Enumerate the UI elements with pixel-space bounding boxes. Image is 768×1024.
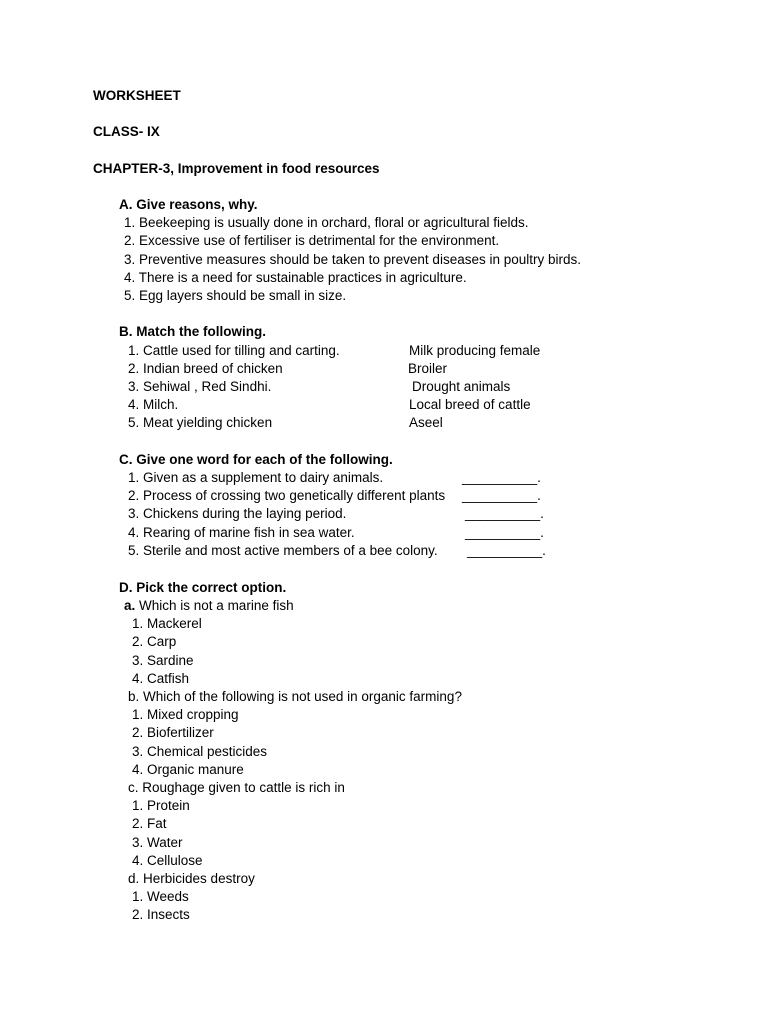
mcq-question-d bbox=[128, 871, 255, 887]
question-text: Roughage given to cattle is rich in bbox=[142, 780, 345, 795]
mcq-option: 1. Weeds bbox=[132, 889, 189, 904]
section-a-heading: A. Give reasons, why. bbox=[119, 197, 258, 212]
mcq-option: 1. Protein bbox=[132, 798, 190, 813]
one-word-item: 3. Chickens during the laying period. bbox=[128, 506, 347, 521]
section-b-heading: B. Match the following. bbox=[119, 324, 266, 339]
section-d-heading: D. Pick the correct option. bbox=[119, 580, 287, 595]
question-letter: c. bbox=[128, 780, 139, 795]
question-text: Which is not a marine fish bbox=[139, 598, 294, 613]
match-right-item: Local breed of cattle bbox=[409, 397, 531, 412]
match-left-item: 3. Sehiwal , Red Sindhi. bbox=[128, 379, 272, 394]
mcq-option: 2. Insects bbox=[132, 907, 190, 922]
mcq-option: 1. Mackerel bbox=[132, 616, 202, 631]
class-label: CLASS- IX bbox=[93, 124, 160, 139]
question-letter: b. bbox=[128, 689, 140, 704]
match-left-item: 1. Cattle used for tilling and carting. bbox=[128, 343, 340, 358]
mcq-question-c bbox=[128, 780, 345, 796]
match-left-item: 2. Indian breed of chicken bbox=[128, 361, 283, 376]
match-right-item: Drought animals bbox=[412, 379, 511, 394]
answer-blank: __________. bbox=[462, 470, 541, 485]
mcq-option: 2. Fat bbox=[132, 816, 167, 831]
mcq-option: 3. Sardine bbox=[132, 653, 194, 668]
question-letter: a. bbox=[124, 598, 136, 613]
mcq-option: 3. Chemical pesticides bbox=[132, 744, 268, 759]
mcq-question-a bbox=[124, 598, 294, 614]
one-word-item: 4. Rearing of marine fish in sea water. bbox=[128, 525, 355, 540]
answer-blank: __________. bbox=[462, 488, 541, 503]
section-a-item: 1. Beekeeping is usually done in orchard, floral or agricultural fields. bbox=[124, 215, 529, 230]
section-a-item: 2. Excessive use of fertiliser is detrimental for the environment. bbox=[124, 233, 500, 248]
chapter-title: CHAPTER-3, Improvement in food resources bbox=[93, 161, 380, 176]
one-word-item: 2. Process of crossing two genetically different plants bbox=[128, 488, 446, 503]
mcq-option: 1. Mixed cropping bbox=[132, 707, 239, 722]
section-c-heading: C. Give one word for each of the following. bbox=[119, 452, 393, 467]
mcq-option: 4. Cellulose bbox=[132, 853, 203, 868]
answer-blank: __________. bbox=[465, 525, 544, 540]
match-left-item: 5. Meat yielding chicken bbox=[128, 415, 273, 430]
match-right-item: Aseel bbox=[409, 415, 443, 430]
one-word-item: 1. Given as a supplement to dairy animals. bbox=[128, 470, 384, 485]
section-a-item: 5. Egg layers should be small in size. bbox=[124, 288, 347, 303]
question-text: Which of the following is not used in organic farming? bbox=[143, 689, 462, 704]
match-right-item: Broiler bbox=[408, 361, 448, 376]
mcq-option: 2. Biofertilizer bbox=[132, 725, 214, 740]
answer-blank: __________. bbox=[465, 506, 544, 521]
mcq-option: 4. Organic manure bbox=[132, 762, 244, 777]
answer-blank: __________. bbox=[467, 543, 546, 558]
worksheet-title: WORKSHEET bbox=[93, 88, 181, 103]
mcq-option: 3. Water bbox=[132, 835, 183, 850]
question-letter: d. bbox=[128, 871, 140, 886]
one-word-item: 5. Sterile and most active members of a bee colony. bbox=[128, 543, 438, 558]
mcq-question-b bbox=[128, 689, 462, 705]
section-a-item: 4. There is a need for sustainable practices in agriculture. bbox=[124, 270, 467, 285]
mcq-option: 2. Carp bbox=[132, 634, 177, 649]
question-text: Herbicides destroy bbox=[143, 871, 255, 886]
match-left-item: 4. Milch. bbox=[128, 397, 179, 412]
mcq-option: 4. Catfish bbox=[132, 671, 190, 686]
section-a-item: 3. Preventive measures should be taken to prevent diseases in poultry birds. bbox=[124, 252, 582, 267]
match-right-item: Milk producing female bbox=[409, 343, 541, 358]
